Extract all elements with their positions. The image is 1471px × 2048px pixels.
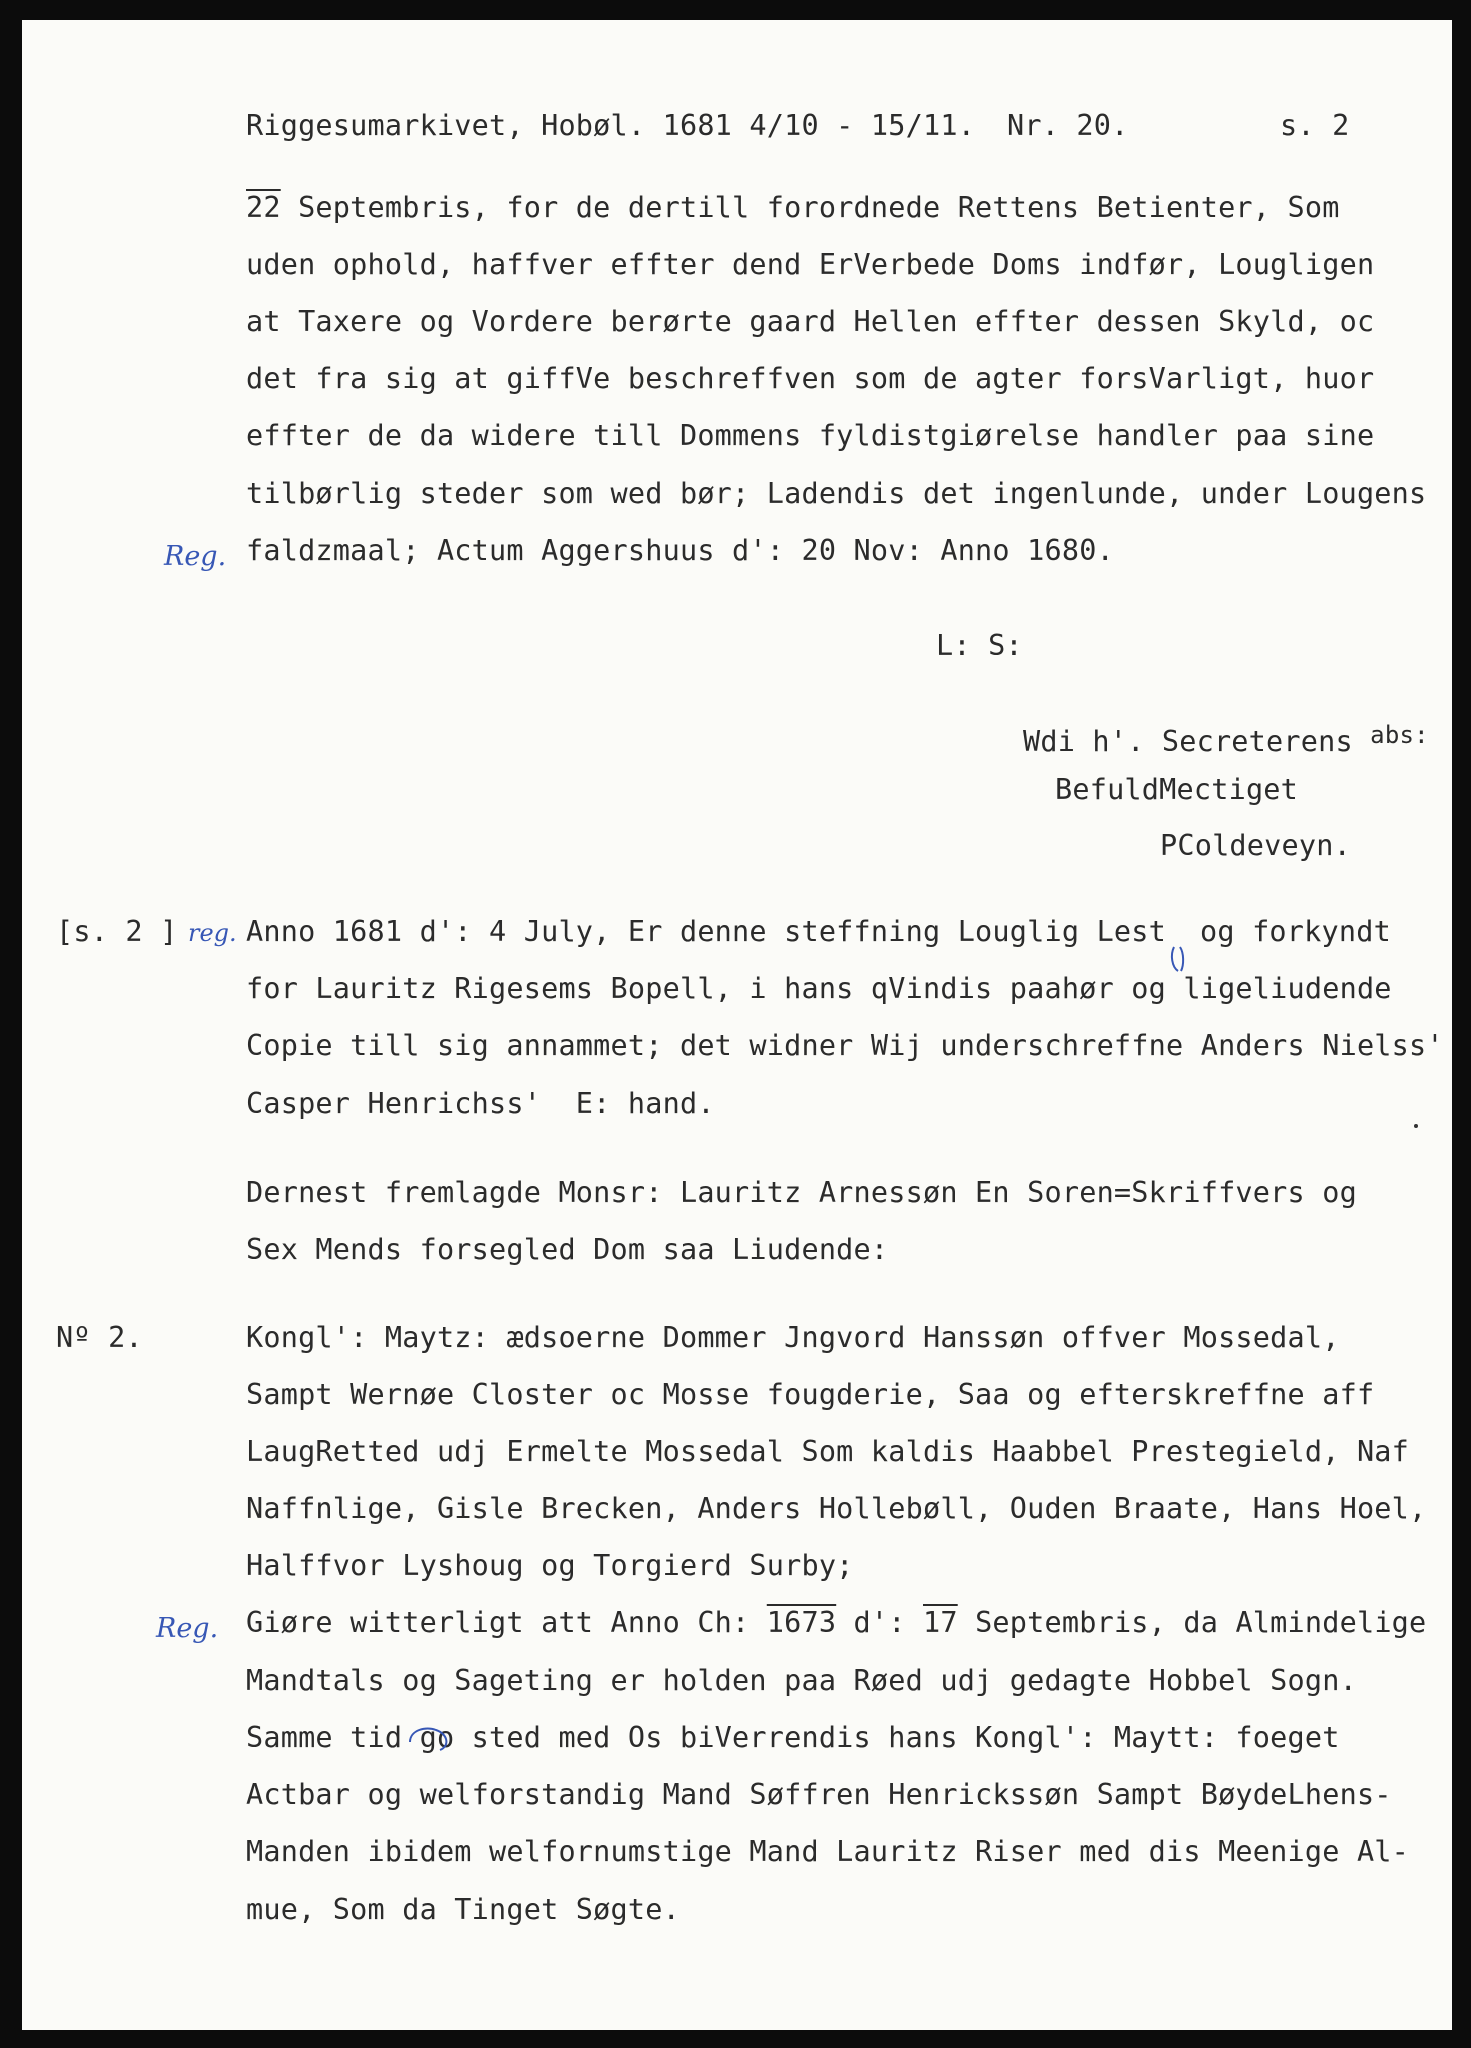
block3-line-2: Sex Mends forsegled Dom saa Liudende: bbox=[246, 1233, 889, 1266]
entry-number: Nº 2. bbox=[56, 1321, 143, 1354]
signature-ls: L: S: bbox=[936, 629, 1023, 662]
signature-line-1-text: Wdi h'. Secreterens bbox=[1023, 725, 1353, 758]
block1-line-4: det fra sig at giffVe beschreffven som de agter forsVarligt, huor bbox=[246, 362, 1375, 395]
bracket-reference: [s. 2 ] bbox=[56, 915, 178, 948]
margin-note-reg-1: Reg. bbox=[164, 541, 227, 572]
overlined-year: 1673 bbox=[766, 1606, 837, 1639]
block2-line-4: Casper Henrichss' E: hand. bbox=[246, 1087, 715, 1120]
block1-line-6: tilbørlig steder som wed bør; Ladendis det ingenlunde, under Lougens bbox=[246, 477, 1427, 510]
header-number: Nr. 20. bbox=[1007, 109, 1129, 142]
block5-line-3: Samme tid go sted med Os biVerrendis hans Kongl': Maytt: foeget bbox=[246, 1721, 1340, 1754]
block5-line-1 bbox=[246, 1605, 1426, 1641]
block2-line-1-tail: og forkyndt bbox=[1200, 915, 1391, 948]
header-page: s. 2 bbox=[1280, 109, 1350, 142]
signature-line-2: BefuldMectiget bbox=[1055, 773, 1299, 806]
block5-line-2: Mandtals og Sageting er holden paa Røed udj gedagte Hobbel Sogn. bbox=[246, 1664, 1357, 1697]
block5-line-1-a: Giøre witterligt att Anno Ch: bbox=[246, 1606, 767, 1639]
signature-line-3: PColdeveyn. bbox=[1160, 829, 1351, 862]
block1-line-2: uden ophold, haffver effter dend ErVerbede Doms indfør, Lougligen bbox=[246, 248, 1375, 281]
block1-line-7: faldzmaal; Actum Aggershuus d': 20 Nov: Anno 1680. bbox=[246, 534, 1114, 567]
stray-dot bbox=[1414, 1124, 1418, 1128]
signature-superscript: abs: bbox=[1370, 721, 1429, 749]
block4-line-4: Naffnlige, Gisle Brecken, Anders Hollebøll, Ouden Braate, Hans Hoel, bbox=[246, 1492, 1427, 1525]
block1-line-5: effter de da widere till Dommens fyldistgiørelse handler paa sine bbox=[246, 419, 1375, 452]
margin-note-reg-3: Reg. bbox=[156, 1613, 219, 1644]
block4-line-1: Kongl': Maytz: ædsoerne Dommer Jngvord Hanssøn offver Mossedal, bbox=[246, 1321, 1340, 1354]
block5-line-1-b: d': bbox=[836, 1606, 923, 1639]
block4-line-3: LaugRetted udj Ermelte Mossedal Som kaldis Haabbel Prestegield, Naf bbox=[246, 1435, 1410, 1468]
signature-line-1 bbox=[1023, 717, 1429, 760]
block5-line-5: Manden ibidem welfornumstige Mand Lauritz Riser med dis Meenige Al- bbox=[246, 1835, 1410, 1868]
block1-line-1 bbox=[246, 190, 1340, 226]
ink-circle-mark bbox=[406, 1720, 454, 1756]
overlined-day: 17 bbox=[923, 1606, 958, 1639]
document-page bbox=[22, 20, 1452, 2030]
header-title: Riggesumarkivet, Hobøl. 1681 4/10 - 15/11. bbox=[246, 109, 976, 142]
block4-line-2: Sampt Wernøe Closter oc Mosse fougderie, Saa og efterskreffne aff bbox=[246, 1378, 1375, 1411]
block2-line-2: for Lauritz Rigesems Bopell, i hans qVindis paahør og ligeliudende bbox=[246, 972, 1392, 1005]
block5-line-1-c: Septembris, da Almindelige bbox=[957, 1606, 1427, 1639]
overlined-number: 22 bbox=[246, 191, 281, 224]
block4-line-5: Halffvor Lyshoug og Torgierd Surby; bbox=[246, 1549, 854, 1582]
block5-line-4: Actbar og welforstandig Mand Søffren Henrickssøn Sampt BøydeLhens- bbox=[246, 1778, 1392, 1811]
block1-line-3: at Taxere og Vordere berørte gaard Hellen effter dessen Skyld, oc bbox=[246, 305, 1375, 338]
block2-line-1-text: Anno 1681 d': 4 July, Er denne steffning Louglig Lest bbox=[246, 915, 1166, 948]
margin-note-reg-2: reg. bbox=[188, 919, 237, 947]
block1-line-1-text: Septembris, for de dertill forordnede Rettens Betienter, Som bbox=[280, 191, 1340, 224]
block2-line-1 bbox=[246, 914, 1391, 950]
block3-line-1: Dernest fremlagde Monsr: Lauritz Arnessøn En Soren=Skriffvers og bbox=[246, 1176, 1357, 1209]
block2-line-3: Copie till sig annammet; det widner Wij underschreffne Anders Nielss' bbox=[246, 1029, 1444, 1062]
block5-line-6: mue, Som da Tinget Søgte. bbox=[246, 1893, 680, 1926]
